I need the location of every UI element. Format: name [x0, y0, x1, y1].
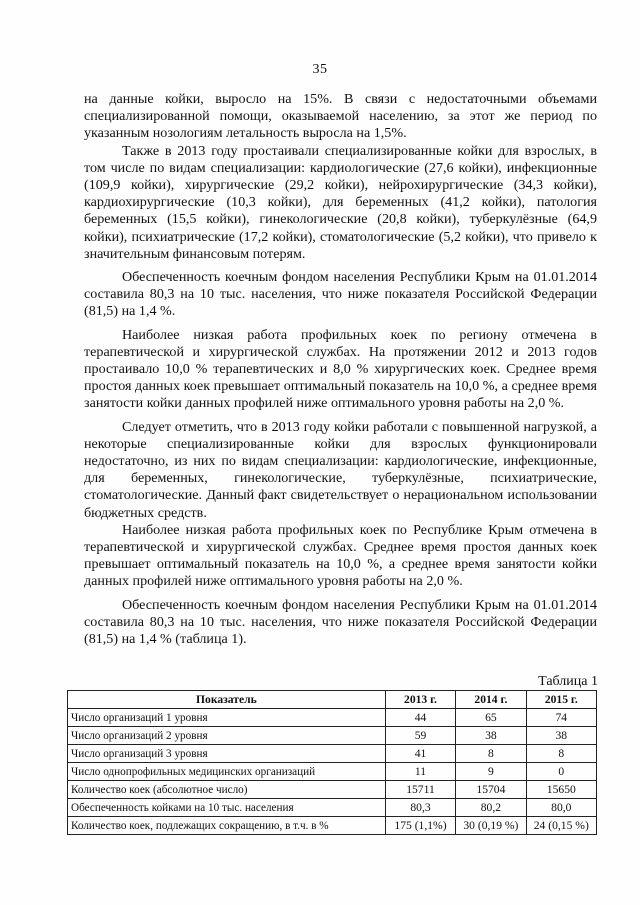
table-cell-label: Число организаций 2 уровня: [68, 727, 386, 745]
table-row: [68, 799, 597, 817]
table-cell-label: Число организаций 1 уровня: [68, 709, 386, 727]
paragraph-6: Наиболее низкая работа профильных коек по Республике Крым отмечена в терапевтической и хирургической службах. Среднее время простоя данных коек превышает оптимальный показатель на 10,0 %, а среднее время занятости койки данных профилей ниже оптимального уровня работы на 2,0 %.: [84, 521, 597, 590]
table-row: [68, 763, 597, 781]
column-header: 2014 г.: [456, 691, 526, 709]
table-row: [68, 727, 597, 745]
column-header: 2013 г.: [385, 691, 455, 709]
table-row: [68, 781, 597, 799]
table-cell: 80,3: [385, 799, 455, 817]
table-cell: 15704: [456, 781, 526, 799]
paragraph-3: Обеспеченность коечным фондом населения Республики Крым на 01.01.2014 составила 80,3 на 10 тыс. населения, что ниже показателя Российской Федерации (81,5) на 1,4 %.: [84, 269, 597, 320]
table-cell: 11: [385, 763, 455, 781]
table-caption: Таблица 1: [538, 674, 598, 689]
table-header-row: [68, 691, 597, 709]
table-cell-label: Количество коек (абсолютное число): [68, 781, 386, 799]
table-cell: 175 (1,1%): [385, 817, 455, 835]
table-cell: 24 (0,15 %): [526, 817, 596, 835]
table-cell: 0: [526, 763, 596, 781]
table-cell: 30 (0,19 %): [456, 817, 526, 835]
body-text: [84, 91, 597, 648]
table-cell: 9: [456, 763, 526, 781]
table-cell: 59: [385, 727, 455, 745]
column-header: Показатель: [68, 691, 386, 709]
table-cell: 80,2: [456, 799, 526, 817]
table-cell: 8: [526, 745, 596, 763]
table-cell-label: Число организаций 3 уровня: [68, 745, 386, 763]
table-cell: 80,0: [526, 799, 596, 817]
table-row: [68, 745, 597, 763]
column-header: 2015 г.: [526, 691, 596, 709]
table-row: [68, 817, 597, 835]
table-cell: 15650: [526, 781, 596, 799]
table-cell: 65: [456, 709, 526, 727]
paragraph-2: Также в 2013 году простаивали специализированные койки для взрослых, в том числе по видам специализации: кардиологические (27,6 койки), инфекционные (109,9 койки), хирургические (29,2 койки), нейрохирургические (34,3 койки), кардиохирургические (10,3 койки), для беременных (41,2 койки), патология беременных (15,5 койки), гинекологические (20,8 койки), туберкулёзные (64,9 койки), психиатрические (17,2 койки), стоматологические (5,2 койки), что привело к значительным финансовым потерям.: [84, 142, 597, 262]
page-number: 35: [312, 62, 328, 77]
table-cell: 41: [385, 745, 455, 763]
table-cell: 38: [456, 727, 526, 745]
paragraph-4: Наиболее низкая работа профильных коек по региону отмечена в терапевтической и хирургической службах. На протяжении 2012 и 2013 годов простаивало 10,0 % терапевтических и 8,0 % хирургических коек. Среднее время простоя данных коек превышает оптимальный показатель на 10,0 %, а среднее время занятости койки данных профилей ниже оптимального уровня работы на 2,0 %.: [84, 326, 597, 412]
table-row: [68, 709, 597, 727]
table-cell-label: Обеспеченность койками на 10 тыс. населения: [68, 799, 386, 817]
table-cell: 44: [385, 709, 455, 727]
data-table: [67, 690, 597, 835]
paragraph-7: Обеспеченность коечным фондом населения Республики Крым на 01.01.2014 составила 80,3 на 10 тыс. населения, что ниже показателя Российской Федерации (81,5) на 1,4 % (таблица 1).: [84, 596, 597, 648]
table-cell: 15711: [385, 781, 455, 799]
table-cell: 38: [526, 727, 596, 745]
table-cell-label: Число однопрофильных медицинских организаций: [68, 763, 386, 781]
paragraph-5: Следует отметить, что в 2013 году койки работали с повышенной нагрузкой, а некоторые специализированные койки для взрослых функционировали недостаточно, из них по видам специализации: кардиологические, инфекционные, для беременных, гинекологические, туберкулёзные, психиатрические, стоматологические. Данный факт свидетельствует о нерациональном использовании бюджетных средств.: [84, 418, 597, 521]
paragraph-1: на данные койки, выросло на 15%. В связи с недостаточными объемами специализированной помощи, оказываемой населению, за этот же период по указанным нозологиям летальность выросла на 1,5%.: [84, 91, 597, 142]
table-cell-label: Количество коек, подлежащих сокращению, в т.ч. в %: [68, 817, 386, 835]
table-cell: 8: [456, 745, 526, 763]
table-cell: 74: [526, 709, 596, 727]
